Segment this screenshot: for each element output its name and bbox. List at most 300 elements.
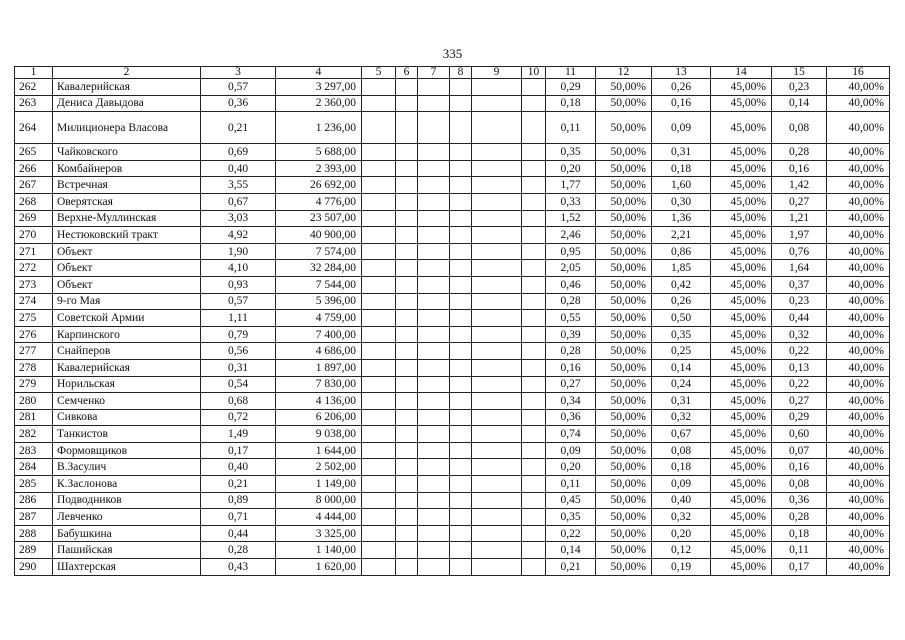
cell-col-6 [396, 426, 418, 443]
cell-col-12: 50,00% [596, 409, 652, 426]
cell-col-14: 45,00% [711, 79, 772, 96]
cell-col-6 [396, 376, 418, 393]
cell-col-13: 0,30 [652, 193, 711, 210]
cell-col-9 [472, 210, 522, 227]
cell-col-11: 0,35 [546, 144, 596, 161]
cell-col-11: 0,18 [546, 95, 596, 112]
cell-col-5 [362, 542, 396, 559]
table-row [15, 210, 890, 227]
cell-col-14: 45,00% [711, 492, 772, 509]
cell-col-12: 50,00% [596, 476, 652, 493]
cell-col-10 [522, 376, 546, 393]
cell-col-13: 0,35 [652, 326, 711, 343]
cell-col-9 [472, 243, 522, 260]
cell-col-11: 0,45 [546, 492, 596, 509]
cell-col-4: 3 297,00 [276, 79, 362, 96]
table-row [15, 276, 890, 293]
cell-col-13: 0,08 [652, 442, 711, 459]
cell-col-2: Формовщиков [53, 442, 201, 459]
cell-col-14: 45,00% [711, 260, 772, 277]
cell-col-16: 40,00% [827, 343, 890, 360]
cell-col-7 [418, 426, 450, 443]
cell-col-8 [450, 243, 472, 260]
table-row [15, 525, 890, 542]
cell-col-11: 2,46 [546, 227, 596, 244]
cell-col-3: 0,57 [201, 79, 276, 96]
cell-col-13: 0,18 [652, 459, 711, 476]
cell-col-10 [522, 177, 546, 194]
cell-col-8 [450, 343, 472, 360]
cell-col-9 [472, 476, 522, 493]
cell-col-1: 262 [15, 79, 53, 96]
cell-col-16: 40,00% [827, 310, 890, 327]
cell-col-9 [472, 359, 522, 376]
cell-col-2: Подводников [53, 492, 201, 509]
cell-col-6 [396, 476, 418, 493]
table-row [15, 426, 890, 443]
cell-col-6 [396, 144, 418, 161]
cell-col-10 [522, 393, 546, 410]
cell-col-8 [450, 359, 472, 376]
table-row [15, 260, 890, 277]
cell-col-7 [418, 343, 450, 360]
cell-col-10 [522, 426, 546, 443]
cell-col-4: 32 284,00 [276, 260, 362, 277]
cell-col-9 [472, 442, 522, 459]
cell-col-9 [472, 376, 522, 393]
cell-col-4: 1 620,00 [276, 559, 362, 576]
cell-col-6 [396, 459, 418, 476]
cell-col-10 [522, 227, 546, 244]
cell-col-5 [362, 177, 396, 194]
cell-col-10 [522, 343, 546, 360]
cell-col-10 [522, 160, 546, 177]
cell-col-6 [396, 409, 418, 426]
cell-col-16: 40,00% [827, 144, 890, 161]
cell-col-5 [362, 293, 396, 310]
cell-col-3: 0,44 [201, 525, 276, 542]
cell-col-5 [362, 193, 396, 210]
cell-col-9 [472, 227, 522, 244]
cell-col-15: 0,17 [772, 559, 827, 576]
cell-col-5 [362, 95, 396, 112]
cell-col-2: Объект [53, 260, 201, 277]
cell-col-15: 0,23 [772, 293, 827, 310]
cell-col-8 [450, 293, 472, 310]
cell-col-11: 0,20 [546, 160, 596, 177]
cell-col-3: 0,93 [201, 276, 276, 293]
cell-col-7 [418, 326, 450, 343]
cell-col-12: 50,00% [596, 227, 652, 244]
cell-col-8 [450, 227, 472, 244]
cell-col-5 [362, 326, 396, 343]
cell-col-16: 40,00% [827, 525, 890, 542]
cell-col-14: 45,00% [711, 525, 772, 542]
cell-col-6 [396, 492, 418, 509]
cell-col-7 [418, 459, 450, 476]
cell-col-12: 50,00% [596, 177, 652, 194]
cell-col-16: 40,00% [827, 260, 890, 277]
cell-col-7 [418, 492, 450, 509]
cell-col-14: 45,00% [711, 95, 772, 112]
cell-col-14: 45,00% [711, 409, 772, 426]
cell-col-12: 50,00% [596, 376, 652, 393]
cell-col-4: 1 644,00 [276, 442, 362, 459]
cell-col-4: 5 396,00 [276, 293, 362, 310]
column-header-6: 6 [396, 67, 418, 79]
cell-col-14: 45,00% [711, 310, 772, 327]
cell-col-14: 45,00% [711, 112, 772, 144]
cell-col-6 [396, 293, 418, 310]
cell-col-12: 50,00% [596, 343, 652, 360]
cell-col-16: 40,00% [827, 193, 890, 210]
cell-col-9 [472, 79, 522, 96]
cell-col-9 [472, 525, 522, 542]
cell-col-8 [450, 326, 472, 343]
cell-col-8 [450, 459, 472, 476]
cell-col-3: 0,40 [201, 459, 276, 476]
cell-col-5 [362, 260, 396, 277]
cell-col-15: 0,23 [772, 79, 827, 96]
cell-col-4: 4 444,00 [276, 509, 362, 526]
cell-col-11: 0,95 [546, 243, 596, 260]
cell-col-11: 0,33 [546, 193, 596, 210]
cell-col-11: 0,28 [546, 293, 596, 310]
column-header-15: 15 [772, 67, 827, 79]
cell-col-8 [450, 160, 472, 177]
cell-col-1: 285 [15, 476, 53, 493]
cell-col-14: 45,00% [711, 442, 772, 459]
cell-col-16: 40,00% [827, 376, 890, 393]
cell-col-10 [522, 95, 546, 112]
table-row [15, 393, 890, 410]
cell-col-2: Советской Армии [53, 310, 201, 327]
table-row [15, 160, 890, 177]
cell-col-1: 267 [15, 177, 53, 194]
cell-col-4: 4 136,00 [276, 393, 362, 410]
table-row [15, 310, 890, 327]
table-row [15, 409, 890, 426]
cell-col-15: 0,27 [772, 393, 827, 410]
cell-col-9 [472, 426, 522, 443]
cell-col-10 [522, 193, 546, 210]
table-row [15, 112, 890, 144]
cell-col-2: Танкистов [53, 426, 201, 443]
cell-col-3: 0,71 [201, 509, 276, 526]
cell-col-7 [418, 177, 450, 194]
cell-col-8 [450, 559, 472, 576]
cell-col-15: 1,97 [772, 227, 827, 244]
column-header-1: 1 [15, 67, 53, 79]
cell-col-4: 2 360,00 [276, 95, 362, 112]
cell-col-3: 1,11 [201, 310, 276, 327]
column-header-2: 2 [53, 67, 201, 79]
cell-col-3: 3,55 [201, 177, 276, 194]
cell-col-12: 50,00% [596, 79, 652, 96]
column-header-10: 10 [522, 67, 546, 79]
cell-col-14: 45,00% [711, 359, 772, 376]
cell-col-6 [396, 343, 418, 360]
cell-col-11: 0,29 [546, 79, 596, 96]
cell-col-13: 0,14 [652, 359, 711, 376]
cell-col-1: 272 [15, 260, 53, 277]
cell-col-12: 50,00% [596, 260, 652, 277]
cell-col-8 [450, 525, 472, 542]
cell-col-16: 40,00% [827, 559, 890, 576]
cell-col-1: 264 [15, 112, 53, 144]
cell-col-6 [396, 393, 418, 410]
cell-col-10 [522, 542, 546, 559]
cell-col-12: 50,00% [596, 243, 652, 260]
cell-col-8 [450, 193, 472, 210]
cell-col-1: 263 [15, 95, 53, 112]
cell-col-6 [396, 326, 418, 343]
cell-col-16: 40,00% [827, 426, 890, 443]
cell-col-4: 1 236,00 [276, 112, 362, 144]
cell-col-2: Карпинского [53, 326, 201, 343]
cell-col-4: 6 206,00 [276, 409, 362, 426]
cell-col-14: 45,00% [711, 376, 772, 393]
cell-col-9 [472, 492, 522, 509]
cell-col-16: 40,00% [827, 542, 890, 559]
cell-col-1: 283 [15, 442, 53, 459]
cell-col-11: 0,36 [546, 409, 596, 426]
cell-col-3: 0,69 [201, 144, 276, 161]
table-row [15, 193, 890, 210]
cell-col-8 [450, 492, 472, 509]
column-header-11: 11 [546, 67, 596, 79]
cell-col-12: 50,00% [596, 310, 652, 327]
cell-col-1: 290 [15, 559, 53, 576]
cell-col-10 [522, 409, 546, 426]
cell-col-7 [418, 260, 450, 277]
cell-col-13: 0,24 [652, 376, 711, 393]
cell-col-1: 270 [15, 227, 53, 244]
cell-col-11: 0,27 [546, 376, 596, 393]
cell-col-4: 2 393,00 [276, 160, 362, 177]
cell-col-7 [418, 542, 450, 559]
cell-col-7 [418, 95, 450, 112]
cell-col-9 [472, 177, 522, 194]
cell-col-14: 45,00% [711, 243, 772, 260]
cell-col-15: 0,32 [772, 326, 827, 343]
cell-col-8 [450, 542, 472, 559]
column-header-5: 5 [362, 67, 396, 79]
cell-col-5 [362, 160, 396, 177]
cell-col-13: 0,40 [652, 492, 711, 509]
cell-col-15: 0,07 [772, 442, 827, 459]
cell-col-16: 40,00% [827, 95, 890, 112]
cell-col-2: Снайперов [53, 343, 201, 360]
cell-col-5 [362, 409, 396, 426]
cell-col-13: 0,67 [652, 426, 711, 443]
cell-col-16: 40,00% [827, 459, 890, 476]
cell-col-7 [418, 476, 450, 493]
cell-col-2: Норильская [53, 376, 201, 393]
cell-col-9 [472, 559, 522, 576]
cell-col-9 [472, 542, 522, 559]
cell-col-3: 4,92 [201, 227, 276, 244]
column-header-7: 7 [418, 67, 450, 79]
cell-col-16: 40,00% [827, 79, 890, 96]
cell-col-11: 1,52 [546, 210, 596, 227]
cell-col-4: 7 544,00 [276, 276, 362, 293]
cell-col-11: 0,11 [546, 476, 596, 493]
cell-col-3: 0,72 [201, 409, 276, 426]
cell-col-14: 45,00% [711, 177, 772, 194]
cell-col-5 [362, 459, 396, 476]
cell-col-4: 4 776,00 [276, 193, 362, 210]
cell-col-13: 0,42 [652, 276, 711, 293]
cell-col-10 [522, 525, 546, 542]
cell-col-14: 45,00% [711, 426, 772, 443]
cell-col-9 [472, 459, 522, 476]
table-row [15, 359, 890, 376]
cell-col-8 [450, 260, 472, 277]
cell-col-8 [450, 393, 472, 410]
cell-col-1: 265 [15, 144, 53, 161]
cell-col-9 [472, 509, 522, 526]
cell-col-7 [418, 276, 450, 293]
column-header-3: 3 [201, 67, 276, 79]
cell-col-1: 282 [15, 426, 53, 443]
cell-col-15: 0,11 [772, 542, 827, 559]
cell-col-8 [450, 177, 472, 194]
cell-col-3: 0,67 [201, 193, 276, 210]
cell-col-5 [362, 310, 396, 327]
cell-col-15: 0,14 [772, 95, 827, 112]
cell-col-6 [396, 95, 418, 112]
cell-col-1: 266 [15, 160, 53, 177]
cell-col-4: 5 688,00 [276, 144, 362, 161]
cell-col-1: 287 [15, 509, 53, 526]
cell-col-1: 286 [15, 492, 53, 509]
cell-col-7 [418, 293, 450, 310]
cell-col-12: 50,00% [596, 95, 652, 112]
cell-col-9 [472, 95, 522, 112]
cell-col-3: 0,57 [201, 293, 276, 310]
cell-col-13: 0,09 [652, 112, 711, 144]
cell-col-7 [418, 144, 450, 161]
cell-col-13: 0,18 [652, 160, 711, 177]
cell-col-15: 0,44 [772, 310, 827, 327]
cell-col-3: 0,31 [201, 359, 276, 376]
table-row [15, 227, 890, 244]
cell-col-7 [418, 409, 450, 426]
cell-col-14: 45,00% [711, 193, 772, 210]
cell-col-9 [472, 193, 522, 210]
cell-col-8 [450, 112, 472, 144]
cell-col-5 [362, 343, 396, 360]
cell-col-10 [522, 492, 546, 509]
cell-col-12: 50,00% [596, 144, 652, 161]
cell-col-4: 23 507,00 [276, 210, 362, 227]
cell-col-16: 40,00% [827, 326, 890, 343]
cell-col-10 [522, 476, 546, 493]
cell-col-13: 0,16 [652, 95, 711, 112]
cell-col-15: 0,16 [772, 160, 827, 177]
cell-col-6 [396, 509, 418, 526]
cell-col-6 [396, 193, 418, 210]
cell-col-11: 0,46 [546, 276, 596, 293]
cell-col-13: 1,60 [652, 177, 711, 194]
cell-col-16: 40,00% [827, 476, 890, 493]
cell-col-2: Кавалерийская [53, 359, 201, 376]
cell-col-15: 1,42 [772, 177, 827, 194]
cell-col-2: Оверятская [53, 193, 201, 210]
cell-col-16: 40,00% [827, 160, 890, 177]
cell-col-11: 0,11 [546, 112, 596, 144]
cell-col-6 [396, 79, 418, 96]
cell-col-6 [396, 542, 418, 559]
table-row [15, 343, 890, 360]
cell-col-10 [522, 442, 546, 459]
cell-col-2: Объект [53, 243, 201, 260]
cell-col-7 [418, 210, 450, 227]
table-body [15, 79, 890, 576]
cell-col-6 [396, 559, 418, 576]
cell-col-7 [418, 193, 450, 210]
cell-col-16: 40,00% [827, 276, 890, 293]
cell-col-4: 1 149,00 [276, 476, 362, 493]
cell-col-9 [472, 293, 522, 310]
cell-col-13: 0,26 [652, 293, 711, 310]
cell-col-7 [418, 79, 450, 96]
column-header-9: 9 [472, 67, 522, 79]
table-row [15, 542, 890, 559]
table-row [15, 442, 890, 459]
cell-col-1: 268 [15, 193, 53, 210]
cell-col-5 [362, 210, 396, 227]
cell-col-1: 275 [15, 310, 53, 327]
cell-col-3: 0,40 [201, 160, 276, 177]
cell-col-6 [396, 442, 418, 459]
cell-col-14: 45,00% [711, 276, 772, 293]
cell-col-8 [450, 276, 472, 293]
cell-col-7 [418, 310, 450, 327]
cell-col-8 [450, 210, 472, 227]
cell-col-2: Пашийская [53, 542, 201, 559]
cell-col-4: 26 692,00 [276, 177, 362, 194]
cell-col-14: 45,00% [711, 393, 772, 410]
cell-col-4: 4 759,00 [276, 310, 362, 327]
cell-col-3: 0,21 [201, 112, 276, 144]
cell-col-12: 50,00% [596, 509, 652, 526]
cell-col-16: 40,00% [827, 393, 890, 410]
cell-col-12: 50,00% [596, 442, 652, 459]
cell-col-3: 0,79 [201, 326, 276, 343]
table-row [15, 79, 890, 96]
cell-col-7 [418, 525, 450, 542]
cell-col-6 [396, 243, 418, 260]
cell-col-13: 2,21 [652, 227, 711, 244]
cell-col-5 [362, 559, 396, 576]
cell-col-15: 0,16 [772, 459, 827, 476]
table-row [15, 144, 890, 161]
cell-col-11: 0,21 [546, 559, 596, 576]
cell-col-9 [472, 343, 522, 360]
cell-col-11: 0,55 [546, 310, 596, 327]
cell-col-3: 0,43 [201, 559, 276, 576]
cell-col-15: 0,22 [772, 343, 827, 360]
table-row [15, 476, 890, 493]
cell-col-7 [418, 160, 450, 177]
cell-col-4: 4 686,00 [276, 343, 362, 360]
table-row [15, 326, 890, 343]
cell-col-15: 0,28 [772, 509, 827, 526]
cell-col-10 [522, 276, 546, 293]
cell-col-1: 278 [15, 359, 53, 376]
